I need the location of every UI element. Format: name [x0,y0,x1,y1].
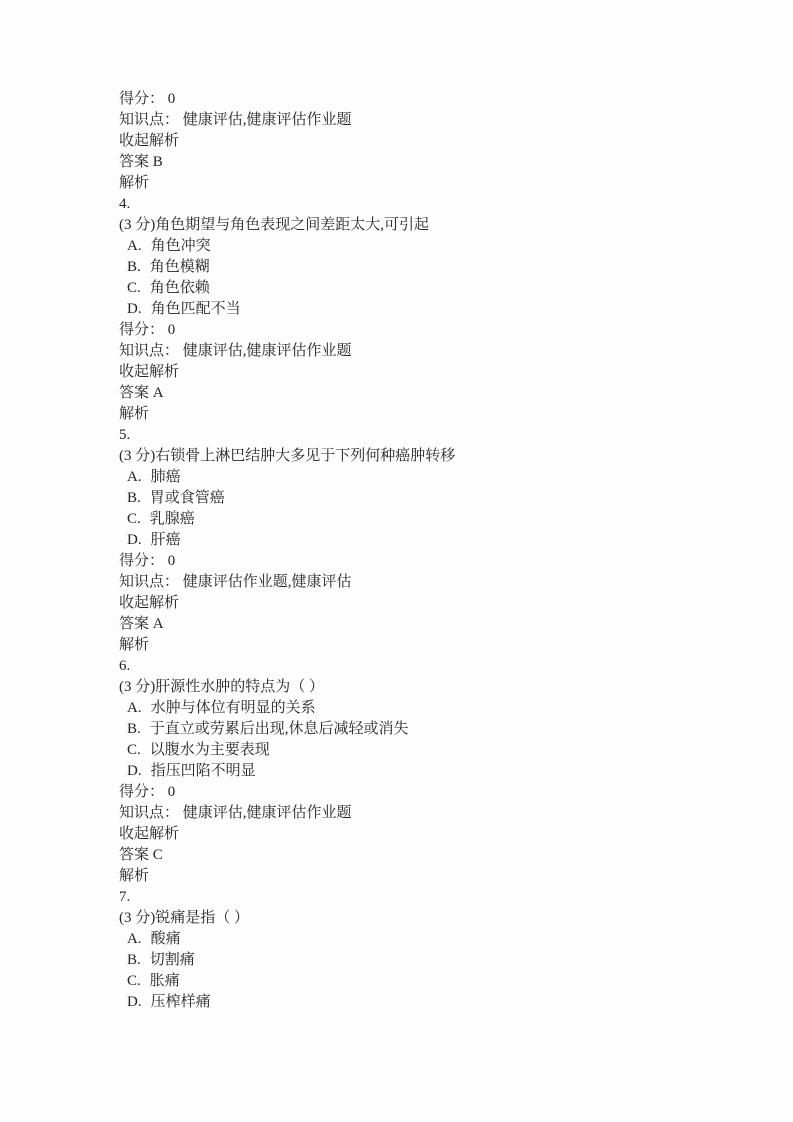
knowledge-label: 知识点： [119,112,180,128]
score-value: 0 [164,91,176,107]
question-number [119,194,753,215]
analysis-line [119,866,753,887]
score-line [119,782,753,803]
option-letter: B. [127,721,141,737]
collapse-analysis-line [119,824,753,845]
option-text: 以腹水为主要表现 [149,742,270,758]
question-number-text: 4. [119,196,131,212]
question-block [119,656,753,887]
answer-label: 答案 [119,616,153,632]
knowledge-line [119,572,753,593]
score-label: 得分： [119,322,165,338]
option-text: 酸痛 [150,931,181,947]
option-text: 胀痛 [149,973,180,989]
question-option [119,278,753,299]
question-number-text: 6. [119,658,131,674]
question-option [119,236,753,257]
question-stem-text: (3 分)角色期望与角色表现之间差距太大,可引起 [119,217,429,233]
content [119,89,753,1013]
question-block [119,89,753,194]
option-letter: D. [127,301,142,317]
answer-label: 答案 [119,847,153,863]
question-option [119,740,753,761]
option-text: 角色依赖 [149,280,210,296]
knowledge-value: 健康评估,健康评估作业题 [179,805,352,821]
question-block [119,425,753,656]
knowledge-line [119,110,753,131]
option-letter: A. [127,931,142,947]
knowledge-label: 知识点： [119,343,180,359]
option-letter: C. [127,973,141,989]
question-block [119,887,753,1013]
score-value: 0 [164,322,176,338]
score-line [119,89,753,110]
question-stem-text: (3 分)锐痛是指（ ） [119,910,249,926]
knowledge-line [119,803,753,824]
question-option [119,992,753,1013]
question-option [119,761,753,782]
answer-label: 答案 [119,385,153,401]
option-text: 肝癌 [150,532,181,548]
answer-line [119,383,753,404]
option-letter: D. [127,994,142,1010]
option-letter: C. [127,280,141,296]
question-number [119,887,753,908]
option-letter: C. [127,742,141,758]
collapse-analysis-text: 收起解析 [119,826,180,842]
option-letter: B. [127,952,141,968]
question-option [119,530,753,551]
analysis-line [119,173,753,194]
question-number-text: 5. [119,427,131,443]
option-text: 角色冲突 [150,238,211,254]
question-option [119,950,753,971]
option-text: 切割痛 [149,952,195,968]
answer-label: 答案 [119,154,153,170]
option-text: 压榨样痛 [150,994,211,1010]
question-option [119,299,753,320]
score-label: 得分： [119,784,165,800]
option-text: 指压凹陷不明显 [150,763,256,779]
question-block [119,194,753,425]
option-letter: D. [127,763,142,779]
analysis-text: 解析 [119,637,150,653]
option-text: 角色模糊 [149,259,210,275]
option-text: 水肿与体位有明显的关系 [150,700,316,716]
knowledge-value: 健康评估,健康评估作业题 [179,112,352,128]
question-option [119,509,753,530]
option-letter: B. [127,490,141,506]
collapse-analysis-text: 收起解析 [119,133,180,149]
question-option [119,719,753,740]
question-option [119,257,753,278]
question-stem [119,908,753,929]
answer-line [119,152,753,173]
option-text: 于直立或劳累后出现,休息后减轻或消失 [149,721,409,737]
option-text: 胃或食管癌 [149,490,225,506]
collapse-analysis-line [119,362,753,383]
score-label: 得分： [119,91,165,107]
question-number [119,656,753,677]
knowledge-value: 健康评估,健康评估作业题 [179,343,352,359]
knowledge-label: 知识点： [119,805,180,821]
answer-line [119,845,753,866]
option-letter: A. [127,238,142,254]
answer-value: A [152,385,164,401]
collapse-analysis-line [119,131,753,152]
question-number [119,425,753,446]
answer-value: B [152,154,163,170]
question-option [119,971,753,992]
knowledge-line [119,341,753,362]
question-stem [119,215,753,236]
knowledge-value: 健康评估作业题,健康评估 [179,574,352,590]
analysis-line [119,635,753,656]
collapse-analysis-text: 收起解析 [119,595,180,611]
question-stem [119,446,753,467]
knowledge-label: 知识点： [119,574,180,590]
option-letter: B. [127,259,141,275]
collapse-analysis-line [119,593,753,614]
option-letter: A. [127,469,142,485]
option-letter: A. [127,700,142,716]
answer-line [119,614,753,635]
option-text: 乳腺癌 [149,511,195,527]
score-value: 0 [164,553,176,569]
question-option [119,698,753,719]
score-label: 得分： [119,553,165,569]
option-letter: C. [127,511,141,527]
answer-value: C [152,847,163,863]
analysis-text: 解析 [119,868,150,884]
analysis-line [119,404,753,425]
question-option [119,929,753,950]
score-line [119,551,753,572]
question-stem-text: (3 分)肝源性水肿的特点为（ ） [119,679,324,695]
question-option [119,467,753,488]
analysis-text: 解析 [119,175,150,191]
question-option [119,488,753,509]
score-line [119,320,753,341]
option-text: 角色匹配不当 [150,301,241,317]
question-stem [119,677,753,698]
question-stem-text: (3 分)右锁骨上淋巴结肿大多见于下列何种癌肿转移 [119,448,456,464]
option-text: 肺癌 [150,469,181,485]
question-number-text: 7. [119,889,131,905]
collapse-analysis-text: 收起解析 [119,364,180,380]
analysis-text: 解析 [119,406,150,422]
answer-value: A [152,616,164,632]
option-letter: D. [127,532,142,548]
score-value: 0 [164,784,176,800]
